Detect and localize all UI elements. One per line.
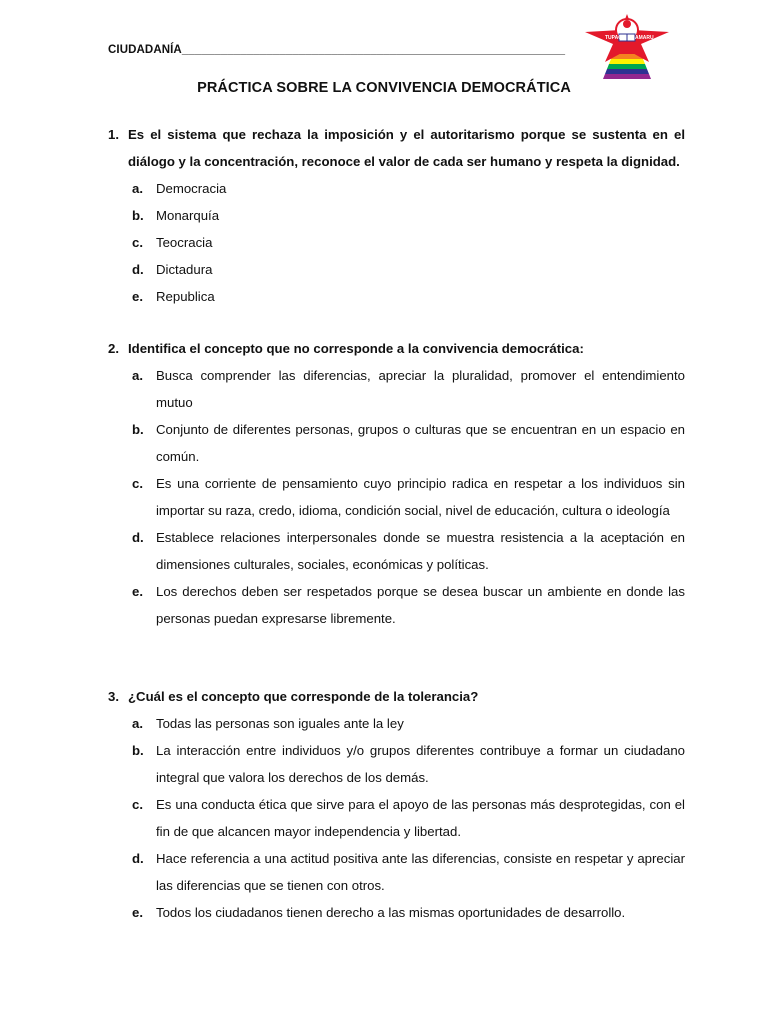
options-list <box>108 175 685 310</box>
logo-text-left: TUPAC <box>605 35 622 41</box>
option-letter: a. <box>132 716 143 731</box>
option-item <box>108 845 685 899</box>
option-item <box>108 899 685 926</box>
question-number: 1. <box>108 127 119 142</box>
option-letter: e. <box>132 905 143 920</box>
option-letter: b. <box>132 208 144 223</box>
option-item <box>108 283 685 310</box>
option-item <box>108 362 685 416</box>
options-list <box>108 710 685 926</box>
option-item <box>108 470 685 524</box>
option-text: Democracia <box>156 181 227 196</box>
option-text: Conjunto de diferentes personas, grupos o culturas que se encuentran en un espacio en común. <box>156 422 685 464</box>
question-text: Es el sistema que rechaza la imposición y el autoritarismo porque se sustenta en el diálogo y la concentración, reconoce el valor de cada ser humano y respeta la dignidad. <box>128 127 685 169</box>
option-text: Todas las personas son iguales ante la ley <box>156 716 404 731</box>
question-prompt <box>108 121 685 175</box>
option-letter: a. <box>132 368 143 383</box>
question-1 <box>108 121 685 310</box>
option-text: La interacción entre individuos y/o grupos diferentes contribuye a formar un ciudadano integral que valora los derechos de los demás. <box>156 743 685 785</box>
question-text: Identifica el concepto que no corresponde a la convivencia democrática: <box>128 341 584 356</box>
options-list <box>108 362 685 632</box>
question-number: 2. <box>108 341 119 356</box>
option-item <box>108 710 685 737</box>
question-text: ¿Cuál es el concepto que corresponde de la tolerancia? <box>128 689 479 704</box>
option-letter: d. <box>132 262 144 277</box>
option-text: Es una corriente de pensamiento cuyo principio radica en respetar a los individuos sin importar su raza, credo, idioma, condición social, nivel de educación, cultura o ideología <box>156 476 685 518</box>
question-number: 3. <box>108 689 119 704</box>
option-text: Monarquía <box>156 208 220 223</box>
question-2 <box>108 335 685 632</box>
question-3 <box>108 683 685 926</box>
option-item <box>108 256 685 283</box>
option-text: Teocracia <box>156 235 213 250</box>
option-letter: b. <box>132 422 144 437</box>
option-item <box>108 578 685 632</box>
option-text: Hace referencia a una actitud positiva ante las diferencias, consiste en respetar y apreciar las diferencias que se tienen con otros. <box>156 851 685 893</box>
question-prompt <box>108 683 685 710</box>
option-item <box>108 229 685 256</box>
option-item <box>108 202 685 229</box>
option-item <box>108 416 685 470</box>
logo-text-right: AMARU <box>635 35 654 41</box>
page-title: PRÁCTICA SOBRE LA CONVIVENCIA DEMOCRÁTICA <box>197 80 571 96</box>
option-letter: d. <box>132 851 144 866</box>
option-item <box>108 737 685 791</box>
option-text: Dictadura <box>156 262 213 277</box>
option-text: Busca comprender las diferencias, apreciar la pluralidad, promover el entendimiento mutuo <box>156 368 685 410</box>
option-letter: e. <box>132 289 143 304</box>
option-item <box>108 524 685 578</box>
option-text: Es una conducta ética que sirve para el apoyo de las personas más desprotegidas, con el fin de que alcancen mayor independencia y libertad. <box>156 797 685 839</box>
option-letter: d. <box>132 530 144 545</box>
option-text: Los derechos deben ser respetados porque se desea buscar un ambiente en donde las personas puedan expresarse libremente. <box>156 584 685 626</box>
option-letter: c. <box>132 476 143 491</box>
option-text: Republica <box>156 289 215 304</box>
option-letter: e. <box>132 584 143 599</box>
option-letter: a. <box>132 181 143 196</box>
option-letter: c. <box>132 235 143 250</box>
option-text: Todos los ciudadanos tienen derecho a las mismas oportunidades de desarrollo. <box>156 905 626 920</box>
school-logo-icon <box>583 10 671 80</box>
subject-label: CIUDADANÍA___________________________________________________________ <box>108 44 566 56</box>
option-item <box>108 175 685 202</box>
option-item <box>108 791 685 845</box>
question-prompt <box>108 335 685 362</box>
option-letter: b. <box>132 743 144 758</box>
option-text: Establece relaciones interpersonales donde se muestra resistencia a la aceptación en dimensiones culturales, sociales, económicas y políticas. <box>156 530 685 572</box>
option-letter: c. <box>132 797 143 812</box>
